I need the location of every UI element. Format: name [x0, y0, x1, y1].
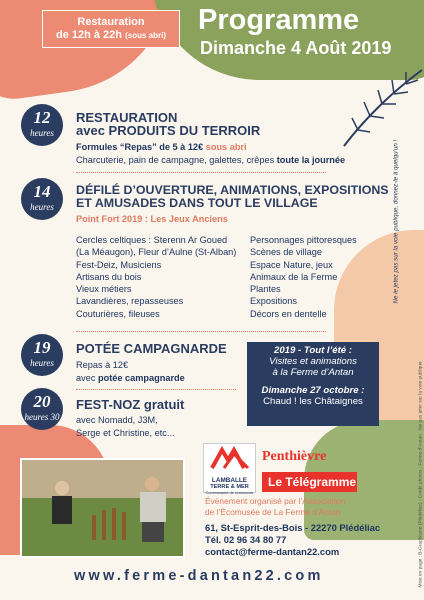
list-item: Vieux métiers [76, 284, 132, 295]
potee-details: Repas à 12€ avec potée campagnarde [76, 360, 185, 383]
list-item: Fest-Deiz, Musiciens [76, 259, 162, 270]
restauration-badge [42, 10, 180, 48]
penthievre-logo: Penthièvre [262, 449, 327, 464]
list-item: Expositions [250, 296, 297, 307]
upcoming-events-box: 2019 - Tout l’été : Visites et animations à la Ferme d’Antan Dimanche 27 octobre : Chaud ! les Châtaignes [247, 342, 379, 426]
list-item: Animaux de la Ferme [250, 271, 338, 282]
list-item: Couturières, fileuses [76, 308, 160, 319]
list-item: Décors en dentelle [250, 308, 327, 319]
animations-list-left [76, 234, 236, 320]
section-title-potee: POTÉE CAMPAGNARDE [76, 341, 227, 356]
animations-list-right [250, 234, 357, 320]
time-circle-19: 19 heures [21, 334, 63, 376]
organizer-text: Évènement organisé par l’Association de l’Écomusée de La Ferme d’Antan [205, 496, 346, 517]
list-item: Lavandières, repasseuses [76, 296, 184, 307]
website-link[interactable]: www.ferme-dantan22.com [74, 568, 324, 584]
section-title-defile: DÉFILÉ D’OUVERTURE, ANIMATIONS, EXPOSITIONS ET AMUSADES DANS TOUT LE VILLAGE [76, 183, 389, 210]
lamballe-logo-icon [204, 444, 257, 472]
time-circle-12: 12 heures [21, 104, 63, 146]
divider [76, 389, 236, 390]
restauration-details: Formules “Repas” de 5 à 12€ sous abri Charcuterie, pain de campagne, galettes, crêpes toute la journée [76, 142, 346, 165]
highlight-jeux-anciens: Point Fort 2019 : Les Jeux Anciens [76, 214, 228, 224]
contact-info [205, 522, 380, 559]
resto-line2: de 12h à 22h (sous abri) [55, 29, 166, 41]
divider [76, 331, 326, 332]
divider [76, 172, 326, 173]
lamballe-logo-caption: Communauté de communes [205, 490, 254, 495]
list-item: Personnages pittoresques [250, 235, 357, 245]
leaf-branch-icon [336, 64, 424, 148]
list-item: Plantes [250, 284, 281, 295]
phone: Tél. 02 96 34 80 77 [205, 534, 287, 546]
side-credits: Mise en page : B-Graphisme (Plédéliac) · Crédit photos : Ferme d’Antan · Ne pas jeter sur la voie publique [418, 361, 424, 588]
lamballe-logo-subtitle: TERRE & MER [210, 484, 249, 490]
resto-line1: Restauration [77, 16, 145, 28]
telegramme-logo: Le Télégramme [262, 472, 357, 492]
section-title-restauration: RESTAURATION avec PRODUITS DU TERROIR [76, 110, 261, 138]
section-title-festnoz: FEST-NOZ gratuit [76, 397, 185, 412]
list-item: (La Méaugon), Fleur d’Aulne (St-Alban) [76, 247, 237, 258]
list-item: Scènes de village [250, 247, 323, 258]
event-date: Dimanche 4 Août 2019 [200, 38, 392, 58]
list-item: Artisans du bois [76, 271, 142, 282]
photo-people-illustration [22, 460, 185, 558]
time-circle-20: 20 heures 30 [21, 388, 63, 430]
lamballe-logo [203, 443, 256, 493]
email-link[interactable]: contact@ferme-dantan22.com [205, 546, 340, 558]
list-item: Cercles celtiques : Sterenn Ar Goued [76, 235, 228, 245]
time-circle-14: 14 heures [21, 178, 63, 220]
list-item: Espace Nature, jeux [250, 259, 333, 270]
page-title: Programme [198, 4, 360, 36]
address: 61, St-Esprit-des-Bois - 22270 Plédéliac [205, 522, 381, 533]
festnoz-details: avec Nomadd, J3M, Serge et Christine, etc... [76, 415, 175, 438]
event-photo [20, 458, 185, 558]
side-notice: Ne le jetez pas sur la voie publique, donnez-le à quelqu’un ! [392, 139, 400, 304]
lamballe-logo-text: LAMBALLE [211, 477, 248, 484]
